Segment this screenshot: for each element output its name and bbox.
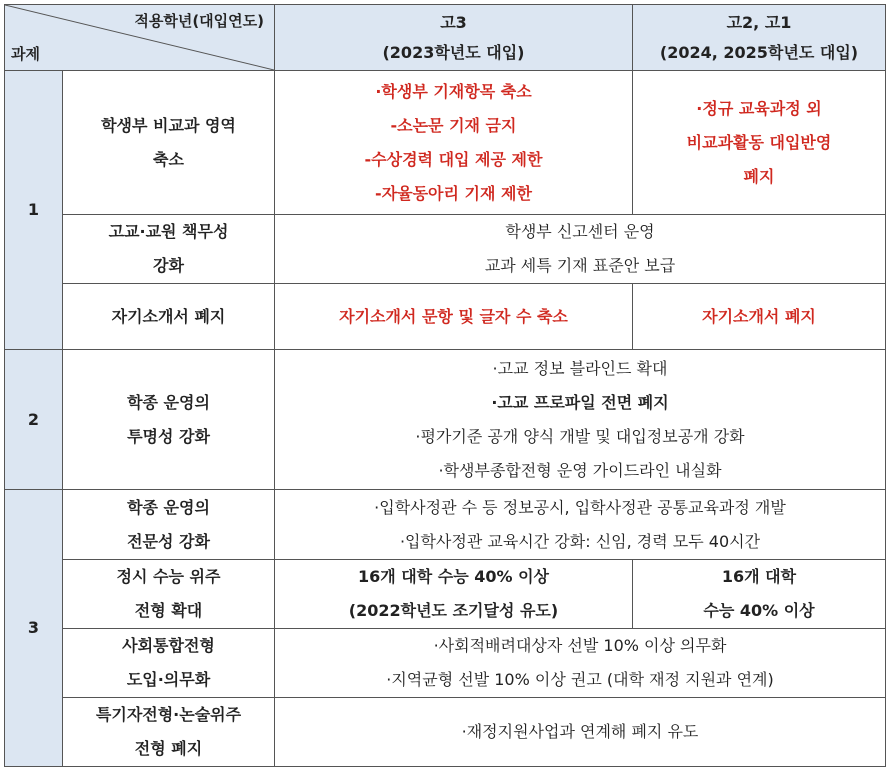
item-label [63, 629, 275, 698]
g3-line: -자율동아리 기재 제한 [375, 183, 532, 203]
shared-line: 교과 세특 기재 표준안 보급 [484, 256, 676, 275]
task-number-3: 3 [5, 490, 63, 767]
item-label [63, 284, 275, 350]
corner-header-cell [5, 5, 275, 71]
shared-cell [275, 215, 886, 284]
item-label-line: 자기소개서 폐지 [111, 306, 226, 326]
g3-cell [275, 284, 633, 350]
g3-line: 자기소개서 문항 및 글자 수 축소 [339, 306, 568, 326]
item-label-line: 사회통합전형 [122, 636, 215, 655]
header-g21 [633, 5, 886, 71]
shared-line: ·입학사정관 교육시간 강화: 신임, 경력 모두 40시간 [399, 531, 761, 551]
shared-cell [275, 698, 886, 767]
g3-line: 16개 대학 수능 40% 이상 [357, 567, 550, 586]
item-label-line: 전형 확대 [134, 601, 203, 620]
g21-cell [633, 560, 886, 629]
g21-cell [633, 71, 886, 215]
table-row [5, 284, 886, 350]
header-g3-title: 고3 [440, 12, 467, 32]
g3-line: -수상경력 대입 제공 제한 [364, 149, 543, 169]
table-row [5, 350, 886, 490]
shared-line: ·고교 정보 블라인드 확대 [492, 358, 668, 378]
table-row [5, 629, 886, 698]
shared-line: ·입학사정관 수 등 정보공시, 입학사정관 공통교육과정 개발 [374, 497, 786, 517]
header-g21-title: 고2, 고1 [726, 12, 792, 32]
item-label-line: 전형 폐지 [134, 739, 203, 758]
g21-line: 폐지 [743, 166, 775, 186]
item-label-line: 고교·교원 책무성 [108, 222, 229, 241]
shared-line: ·평가기준 공개 양식 개발 및 대입정보공개 강화 [415, 426, 745, 446]
item-label [63, 215, 275, 284]
g21-cell [633, 284, 886, 350]
item-label-line: 도입·의무화 [126, 670, 211, 689]
shared-line: ·지역균형 선발 10% 이상 권고 (대학 재정 지원과 연계) [386, 670, 774, 689]
item-label-line: 투명성 강화 [127, 426, 210, 446]
table-row [5, 698, 886, 767]
table-row [5, 490, 886, 560]
g21-line: 16개 대학 [721, 567, 797, 586]
item-label [63, 698, 275, 767]
item-label [63, 71, 275, 215]
shared-line: ·사회적배려대상자 선발 10% 이상 의무화 [433, 636, 727, 655]
item-label-line: 학생부 비교과 영역 [101, 115, 236, 135]
task-number-1: 1 [5, 71, 63, 350]
task-number-2: 2 [5, 350, 63, 490]
shared-cell [275, 350, 886, 490]
header-row [5, 5, 886, 71]
g3-cell [275, 71, 633, 215]
header-g3-year: (2023학년도 대입) [382, 42, 525, 62]
item-label [63, 560, 275, 629]
admission-reform-table [4, 4, 886, 767]
shared-line: ·재정지원사업과 연계해 폐지 유도 [461, 722, 699, 741]
shared-cell [275, 629, 886, 698]
shared-line: ·고교 프로파일 전면 폐지 [491, 392, 669, 412]
shared-line: ·학생부종합전형 운영 가이드라인 내실화 [438, 460, 722, 480]
g21-line: 자기소개서 폐지 [702, 306, 816, 326]
item-label-line: 전문성 강화 [127, 531, 210, 551]
header-g3 [275, 5, 633, 71]
corner-top-label: 적용학년(대입연도) [134, 12, 264, 30]
item-label-line: 학종 운영의 [127, 497, 210, 517]
item-label-line: 축소 [153, 149, 184, 169]
g21-line: ·정규 교육과정 외 [696, 98, 822, 118]
item-label-line: 학종 운영의 [127, 392, 210, 412]
item-label [63, 490, 275, 560]
g21-line: 수능 40% 이상 [703, 601, 815, 620]
g3-line: ·학생부 기재항목 축소 [375, 81, 532, 101]
table-row [5, 560, 886, 629]
corner-bottom-label: 과제 [11, 45, 40, 63]
g3-line: -소논문 기재 금지 [390, 115, 517, 135]
shared-line: 학생부 신고센터 운영 [505, 222, 655, 241]
table-row [5, 215, 886, 284]
shared-cell [275, 490, 886, 560]
g21-line: 비교과활동 대입반영 [686, 132, 832, 152]
g3-line: (2022학년도 조기달성 유도) [348, 601, 559, 620]
header-g21-year: (2024, 2025학년도 대입) [659, 42, 859, 62]
item-label-line: 강화 [153, 256, 184, 275]
item-label [63, 350, 275, 490]
item-label-line: 특기자전형·논술위주 [95, 705, 242, 724]
g3-cell [275, 560, 633, 629]
table-row [5, 71, 886, 215]
item-label-line: 정시 수능 위주 [116, 567, 221, 586]
